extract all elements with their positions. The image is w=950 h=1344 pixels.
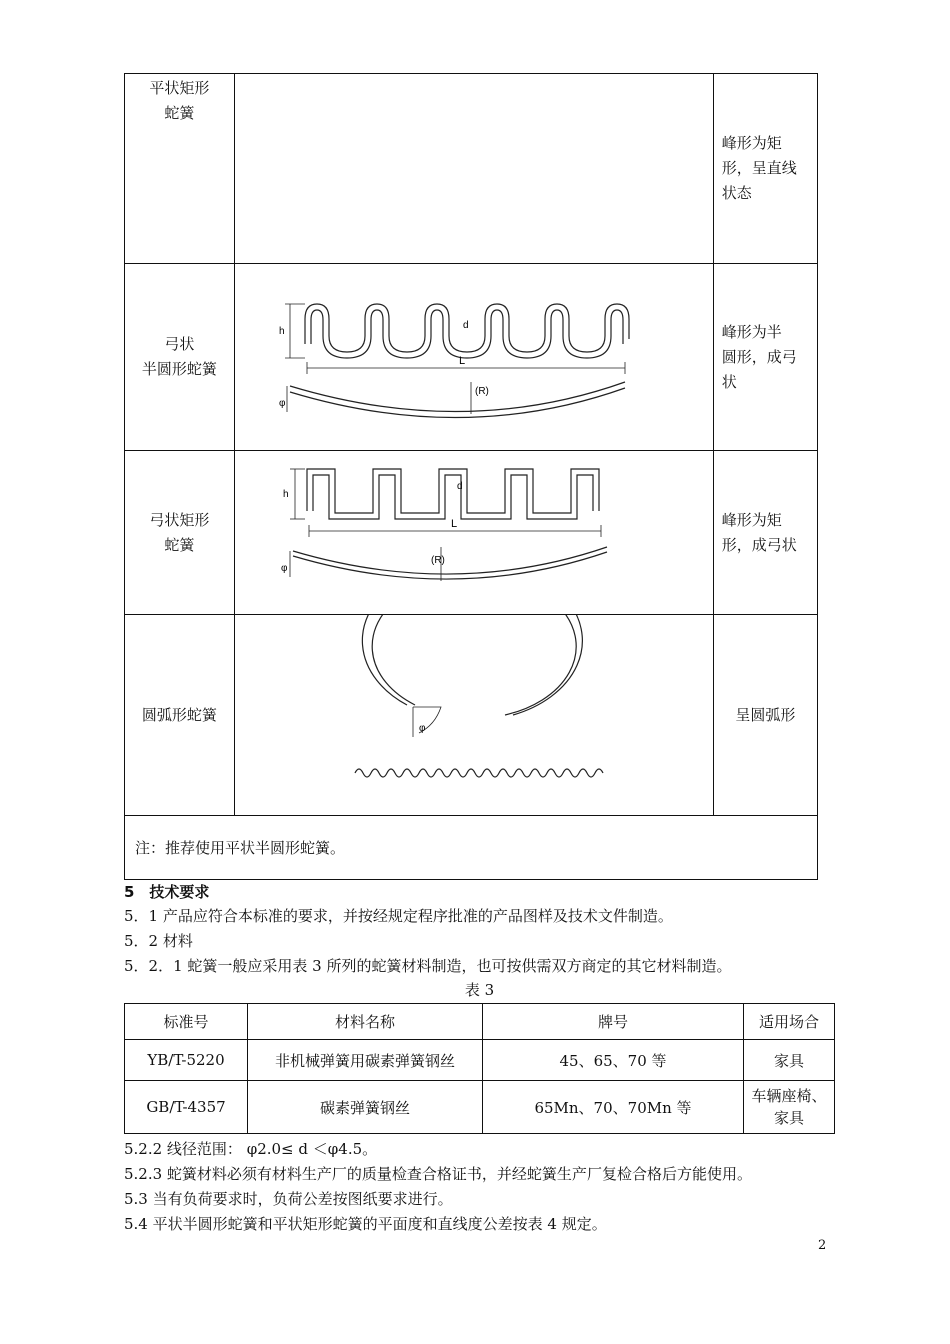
fig-label-phi: φ: [418, 723, 426, 734]
fig-label-h: h: [278, 326, 285, 337]
arc-outer: [362, 615, 582, 715]
paragraph-5-2-2: 5.2.2 线径范围： φ2.0≤ d ＜φ4.5。: [124, 1140, 378, 1158]
type-name-cell: [125, 451, 235, 615]
fig-label-R: (R): [474, 386, 489, 397]
figure-cell-empty: [234, 74, 713, 264]
figure-cell: [234, 615, 713, 816]
paragraph-5-1: 5．1 产品应符合本标准的要求，并按经规定程序批准的产品图样及技术文件制造。: [124, 907, 673, 925]
type-desc: 峰形为半 圆形，成弓 状: [721, 322, 797, 391]
fig-label-R: (R): [430, 555, 445, 566]
figure-cell: [234, 264, 713, 451]
type-desc-cell: [713, 264, 817, 451]
type-desc-cell: [713, 451, 817, 615]
bow-side-view: [290, 382, 625, 412]
table-row: [125, 615, 818, 816]
figure-cell: [234, 451, 713, 615]
type-name: 弓状矩形 蛇簧: [149, 510, 210, 554]
table3-caption: 表 3: [464, 981, 495, 999]
spring-type-table: [124, 73, 818, 880]
paragraph-5-2: 5．2 材料: [124, 932, 193, 950]
type-desc: 呈圆弧形: [735, 705, 796, 724]
bow-semicircle-spring-figure: [235, 264, 713, 450]
fig-label-d: d: [456, 481, 463, 492]
cell: GB/T-4357: [125, 1081, 248, 1134]
bow-rectangle-spring-figure: [235, 451, 713, 614]
page-number: 2: [818, 1238, 827, 1253]
cell: 车辆座椅、 家具: [744, 1081, 835, 1134]
col-header: 标准号: [125, 1004, 248, 1040]
bow-side-view: [293, 547, 607, 574]
fig-label-L: L: [458, 355, 465, 367]
arc-flat-wave: [355, 769, 603, 777]
type-name-cell: [125, 264, 235, 451]
type-desc: 峰形为矩 形，成弓状: [721, 510, 797, 554]
type-name: 圆弧形蛇簧: [141, 705, 217, 724]
fig-label-d: d: [462, 320, 469, 331]
type-name-cell: [125, 74, 235, 264]
paragraph-5-2-3: 5.2.3 蛇簧材料必须有材料生产厂的质量检查合格证书，并经蛇簧生产厂复检合格后方能使用。: [124, 1165, 752, 1183]
table-row: [125, 451, 818, 615]
table-header-row: [125, 1004, 835, 1040]
col-header: 牌号: [483, 1004, 744, 1040]
cell: 家具: [744, 1040, 835, 1081]
type-name: 弓状 半圆形蛇簧: [141, 335, 217, 378]
table-row: [125, 1040, 835, 1081]
paragraph-5-3: 5.3 当有负荷要求时，负荷公差按图纸要求进行。: [124, 1190, 453, 1208]
table-note: 注：推荐使用平状半圆形蛇簧。: [125, 816, 818, 880]
arc-spring-figure: [235, 615, 713, 815]
cell: 非机械弹簧用碳素弹簧钢丝: [248, 1040, 483, 1081]
section-5-title: 5 技术要求: [124, 883, 210, 901]
table-row: [125, 74, 818, 264]
table-row: [125, 1081, 835, 1134]
cell: 45、65、70 等: [483, 1040, 744, 1081]
type-desc: 峰形为矩 形，呈直线 状态: [721, 134, 797, 202]
cell: 65Mn、70、70Mn 等: [483, 1081, 744, 1134]
cell: 碳素弹簧钢丝: [248, 1081, 483, 1134]
paragraph-5-2-1: 5．2．1 蛇簧一般应采用表 3 所列的蛇簧材料制造，也可按供需双方商定的其它材料制造。: [124, 957, 732, 975]
fig-label-phi: φ: [278, 398, 286, 409]
type-desc-cell: [713, 74, 817, 264]
material-table: [124, 1003, 835, 1134]
type-name-cell: [125, 615, 235, 816]
col-header: 材料名称: [248, 1004, 483, 1040]
fig-label-phi: φ: [280, 563, 288, 574]
type-name: 平状矩形 蛇簧: [149, 79, 210, 122]
table-note-row: [125, 816, 818, 880]
fig-label-L: L: [450, 518, 457, 530]
type-desc-cell: [713, 615, 817, 816]
cell: YB/T-5220: [125, 1040, 248, 1081]
fig-label-h: h: [282, 489, 289, 500]
rectangle-wave-path: [307, 469, 599, 513]
table-row: [125, 264, 818, 451]
col-header: 适用场合: [744, 1004, 835, 1040]
paragraph-5-4: 5.4 平状半圆形蛇簧和平状矩形蛇簧的平面度和直线度公差按表 4 规定。: [124, 1215, 607, 1233]
